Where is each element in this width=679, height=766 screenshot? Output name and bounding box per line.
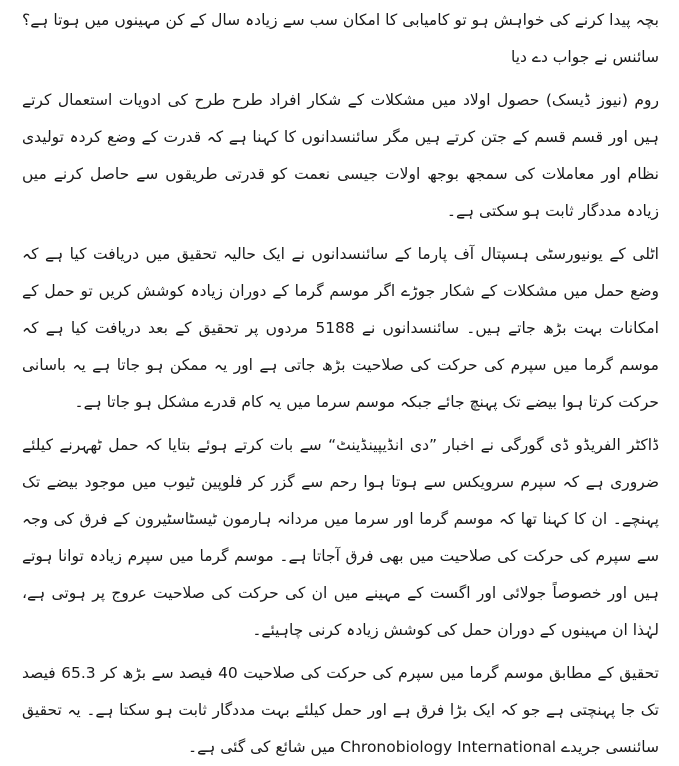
article-paragraph-findings: تحقیق کے مطابق موسم گرما میں سپرم کی حرکت کی صلاحیت 40 فیصد سے بڑھ کر 65.3 فیصد تک جا پہنچتی ہے جو کہ ایک بڑا فرق ہے اور حمل کیلئے بہت مددگار ثابت ہو سکتا ہے۔ یہ تحقیق سائنسی جریدے Chronobiology International میں شائع کی گئی ہے۔ (22, 664, 659, 756)
article-headline: بچہ پیدا کرنے کی خواہش ہو تو کامیابی کا امکان سب سے زیادہ سال کے کن مہینوں میں ہوتا ہے؟ سائنس نے جواب دے دیا (22, 11, 659, 66)
article-paragraph-study: اٹلی کے یونیورسٹی ہسپتال آف پارما کے سائنسدانوں نے ایک حالیہ تحقیق میں دریافت کیا ہے کہ وضع حمل میں مشکلات کے شکار جوڑے اگر موسم گرما کے دوران زیادہ کوشش کریں تو حمل کے امکانات بہت بڑھ جاتے ہیں۔ سائنسدانوں نے 5188 مردوں پر تحقیق کے بعد دریافت کیا ہے کہ موسم گرما میں سپرم کی حرکت کی صلاحیت بڑھ جاتی ہے اور یہ ممکن ہو جاتا ہے یہ باسانی حرکت کرتا ہوا بیضے تک پہنچ جائے جبکہ موسم سرما میں یہ کام قدرے مشکل ہو جاتا ہے۔ (22, 245, 659, 411)
article-paragraph-intro: روم (نیوز ڈیسک) حصول اولاد میں مشکلات کے شکار افراد طرح طرح کی ادویات استعمال کرتے ہیں اور قسم قسم کے جتن کرتے ہیں مگر سائنسدانوں کا کہنا ہے کہ قدرت کے وضع کردہ تولیدی نظام اور معاملات کی سمجھ بوجھ اولات جیسی نعمت کو قدرتی طریقوں سے حاصل کرنے میں زیادہ مددگار ثابت ہو سکتی ہے۔ (22, 91, 659, 220)
article-paragraph-doctor-quote: ڈاکٹر الفریڈو ڈی گورگی نے اخبار ”دی انڈیپینڈینٹ“ سے بات کرتے ہوئے بتایا کہ حمل ٹھہرنے کیلئے ضروری ہے کہ سپرم سرویکس سے ہوتا ہوا رحم سے گزر کر فلوپین ٹیوب میں موجود بیضے تک پہنچے۔ ان کا کہنا تھا کہ موسم گرما اور سرما میں مردانہ ہارمون ٹیسٹاسٹیرون کے فرق کی وجہ سے سپرم کی حرکت کی صلاحیت میں بھی فرق آجاتا ہے۔ موسم گرما میں سپرم زیادہ توانا ہوتے ہیں اور خصوصاً جولائی اور اگست کے مہینے میں ان کی حرکت کی صلاحیت عروج پر ہوتی ہے، لہٰذا ان مہینوں کے دوران حمل کی کوشش زیادہ کرنی چاہیئے۔ (22, 436, 659, 639)
